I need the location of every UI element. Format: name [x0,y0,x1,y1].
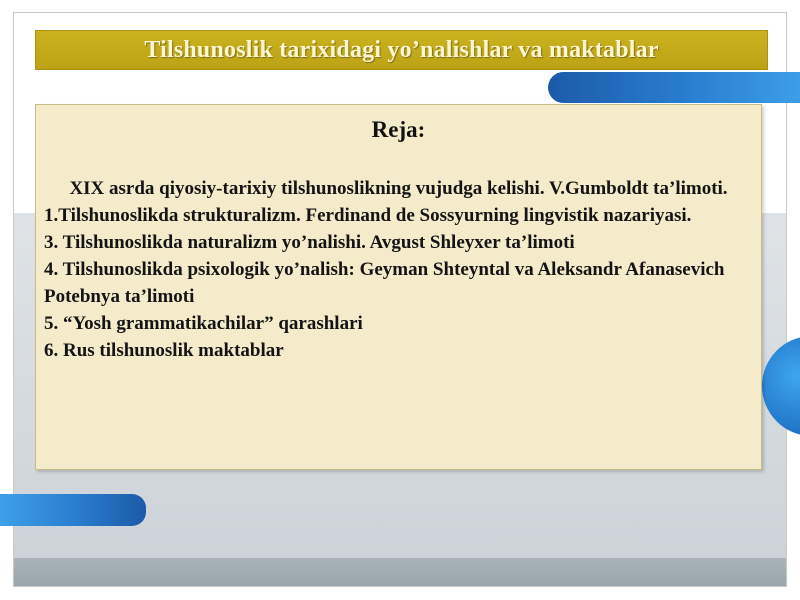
decorative-blue-bar-top-right [548,72,800,103]
plan-heading: Reja: [371,117,426,142]
plan-item-intro: XIX asrda qiyosiy-tarixiy tilshunoslikning vujudga kelishi. V.Gumboldt ta’limoti. [69,178,728,199]
content-box [35,104,762,470]
slide-title: Tilshunoslik tarixidagi yo’nalishlar va maktablar [144,36,659,63]
plan-item: 4. Tilshunoslikda psixologik yo’nalish: Geyman Shteyntal va Aleksandr Afanasevich Potebnya ta’limoti [44,259,725,307]
plan-item: 1.Tilshunoslikda strukturalizm. Ferdinand de Sossyurning lingvistik nazariyasi. [44,205,692,226]
bottom-band [14,558,786,586]
title-bar [35,30,768,70]
plan-item: 5. “Yosh grammatikachilar” qarashlari [44,313,363,334]
plan-item: 3. Tilshunoslikda naturalizm yo’nalishi. Avgust Shleyxer ta’limoti [44,232,575,253]
plan-item: 6. Rus tilshunoslik maktablar [44,340,284,361]
decorative-blue-bar-bottom-left [0,494,146,526]
